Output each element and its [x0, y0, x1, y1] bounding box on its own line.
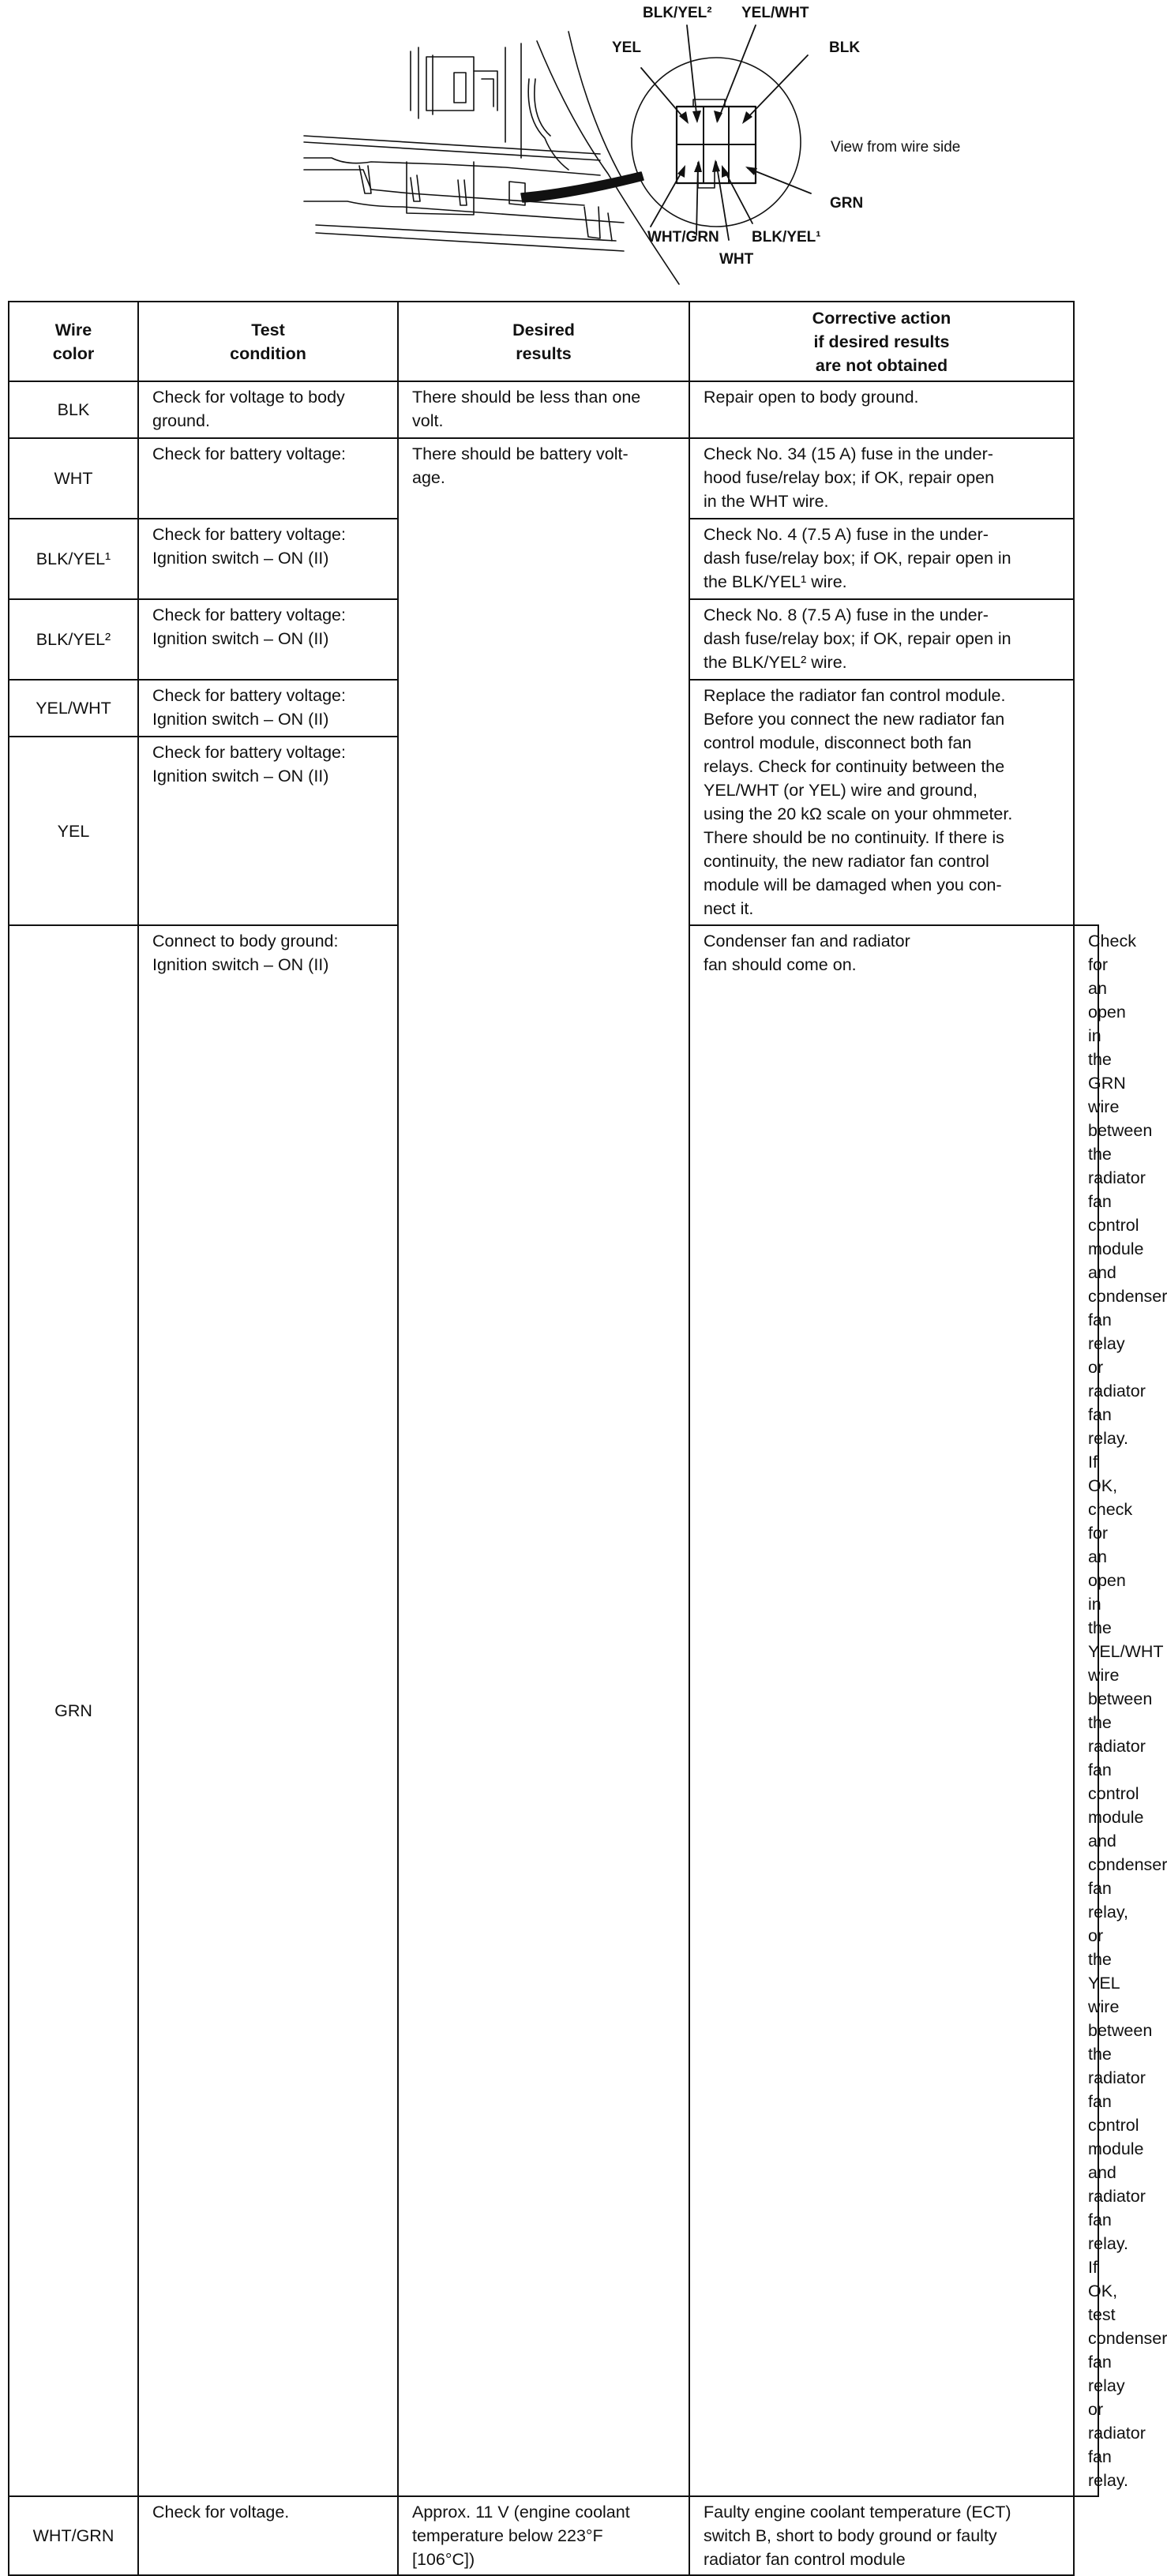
label-grn: GRN — [830, 195, 864, 212]
header-corrective-action: Corrective action if desired results are not obtained — [689, 302, 1074, 381]
corrective-action-cell: Check No. 8 (7.5 A) fuse in the under- dash fuse/relay box; if OK, repair open in the BLK/YEL² wire. — [689, 599, 1074, 680]
connector-diagram — [0, 0, 1112, 296]
wire-color-cell: YEL — [9, 737, 138, 925]
header-test-condition: Test condition — [138, 302, 398, 381]
test-condition-cell: Check for battery voltage: Ignition switch – ON (II) — [138, 737, 398, 925]
wire-color-cell: YEL/WHT — [9, 680, 138, 737]
table-row — [9, 2496, 1098, 2575]
test-condition-cell: Check for voltage. — [138, 2496, 398, 2575]
label-blk-yel1: BLK/YEL¹ — [752, 229, 821, 246]
label-blk: BLK — [829, 39, 861, 56]
table-row — [9, 438, 1098, 519]
label-blk-yel2: BLK/YEL² — [643, 5, 712, 21]
header-desired-results: Desired results — [398, 302, 689, 381]
desired-results-cell: There should be less than one volt. — [398, 381, 689, 438]
desired-results-cell: There should be battery volt- age. — [398, 438, 689, 2496]
wire-color-cell: BLK — [9, 381, 138, 438]
wire-test-table — [8, 301, 1167, 2576]
test-condition-cell: Check for battery voltage: Ignition switch – ON (II) — [138, 680, 398, 737]
corrective-action-cell: Check for an open in the GRN wire between the radiator fan control module and condenser fan relay or radiator fan relay. If OK, check for an open in the YEL/WHT wire between the radiator fan control module and condenser fan relay, or the YEL wire between the radiator fan control module and radiator fan relay. If OK, test condenser fan relay or radiator fan relay. — [1074, 925, 1098, 2496]
table-row — [9, 381, 1098, 438]
table-header-row — [9, 302, 1098, 381]
wire-color-cell: WHT — [9, 438, 138, 519]
test-condition-cell: Check for voltage to body ground. — [138, 381, 398, 438]
wire-color-cell: GRN — [9, 925, 138, 2496]
test-condition-cell: Check for battery voltage: Ignition switch – ON (II) — [138, 599, 398, 680]
corrective-action-cell: Check No. 4 (7.5 A) fuse in the under- dash fuse/relay box; if OK, repair open in the BLK/YEL¹ wire. — [689, 519, 1074, 599]
test-condition-cell: Check for battery voltage: — [138, 438, 398, 519]
header-wire-color: Wire color — [9, 302, 138, 381]
corrective-action-cell: Faulty engine coolant temperature (ECT) switch B, short to body ground or faulty radiator fan control module — [689, 2496, 1074, 2575]
desired-results-cell: Approx. 11 V (engine coolant temperature below 223°F [106°C]) — [398, 2496, 689, 2575]
view-note: View from wire side — [831, 139, 961, 156]
label-yel-wht: YEL/WHT — [741, 5, 809, 21]
label-yel: YEL — [612, 39, 641, 56]
wire-color-cell: WHT/GRN — [9, 2496, 138, 2575]
corrective-action-cell: Check No. 34 (15 A) fuse in the under- hood fuse/relay box; if OK, repair open in the WHT wire. — [689, 438, 1074, 519]
label-wht: WHT — [719, 251, 754, 268]
wire-color-cell: BLK/YEL² — [9, 599, 138, 680]
test-condition-cell: Check for battery voltage: Ignition switch – ON (II) — [138, 519, 398, 599]
desired-results-cell: Condenser fan and radiator fan should come on. — [689, 925, 1074, 2496]
test-condition-cell: Connect to body ground: Ignition switch – ON (II) — [138, 925, 398, 2496]
corrective-action-cell: Repair open to body ground. — [689, 381, 1074, 438]
wire-color-cell: BLK/YEL¹ — [9, 519, 138, 599]
label-wht-grn: WHT/GRN — [647, 229, 719, 246]
corrective-action-cell: Replace the radiator fan control module. Before you connect the new radiator fan control module, disconnect both fan relays. Check for continuity between the YEL/WHT (or YEL) wire and ground, using the 20 kΩ scale on your ohmmeter. There should be no continuity. If there is continuity, the new radiator fan control module will be damaged when you con- nect it. — [689, 680, 1074, 925]
